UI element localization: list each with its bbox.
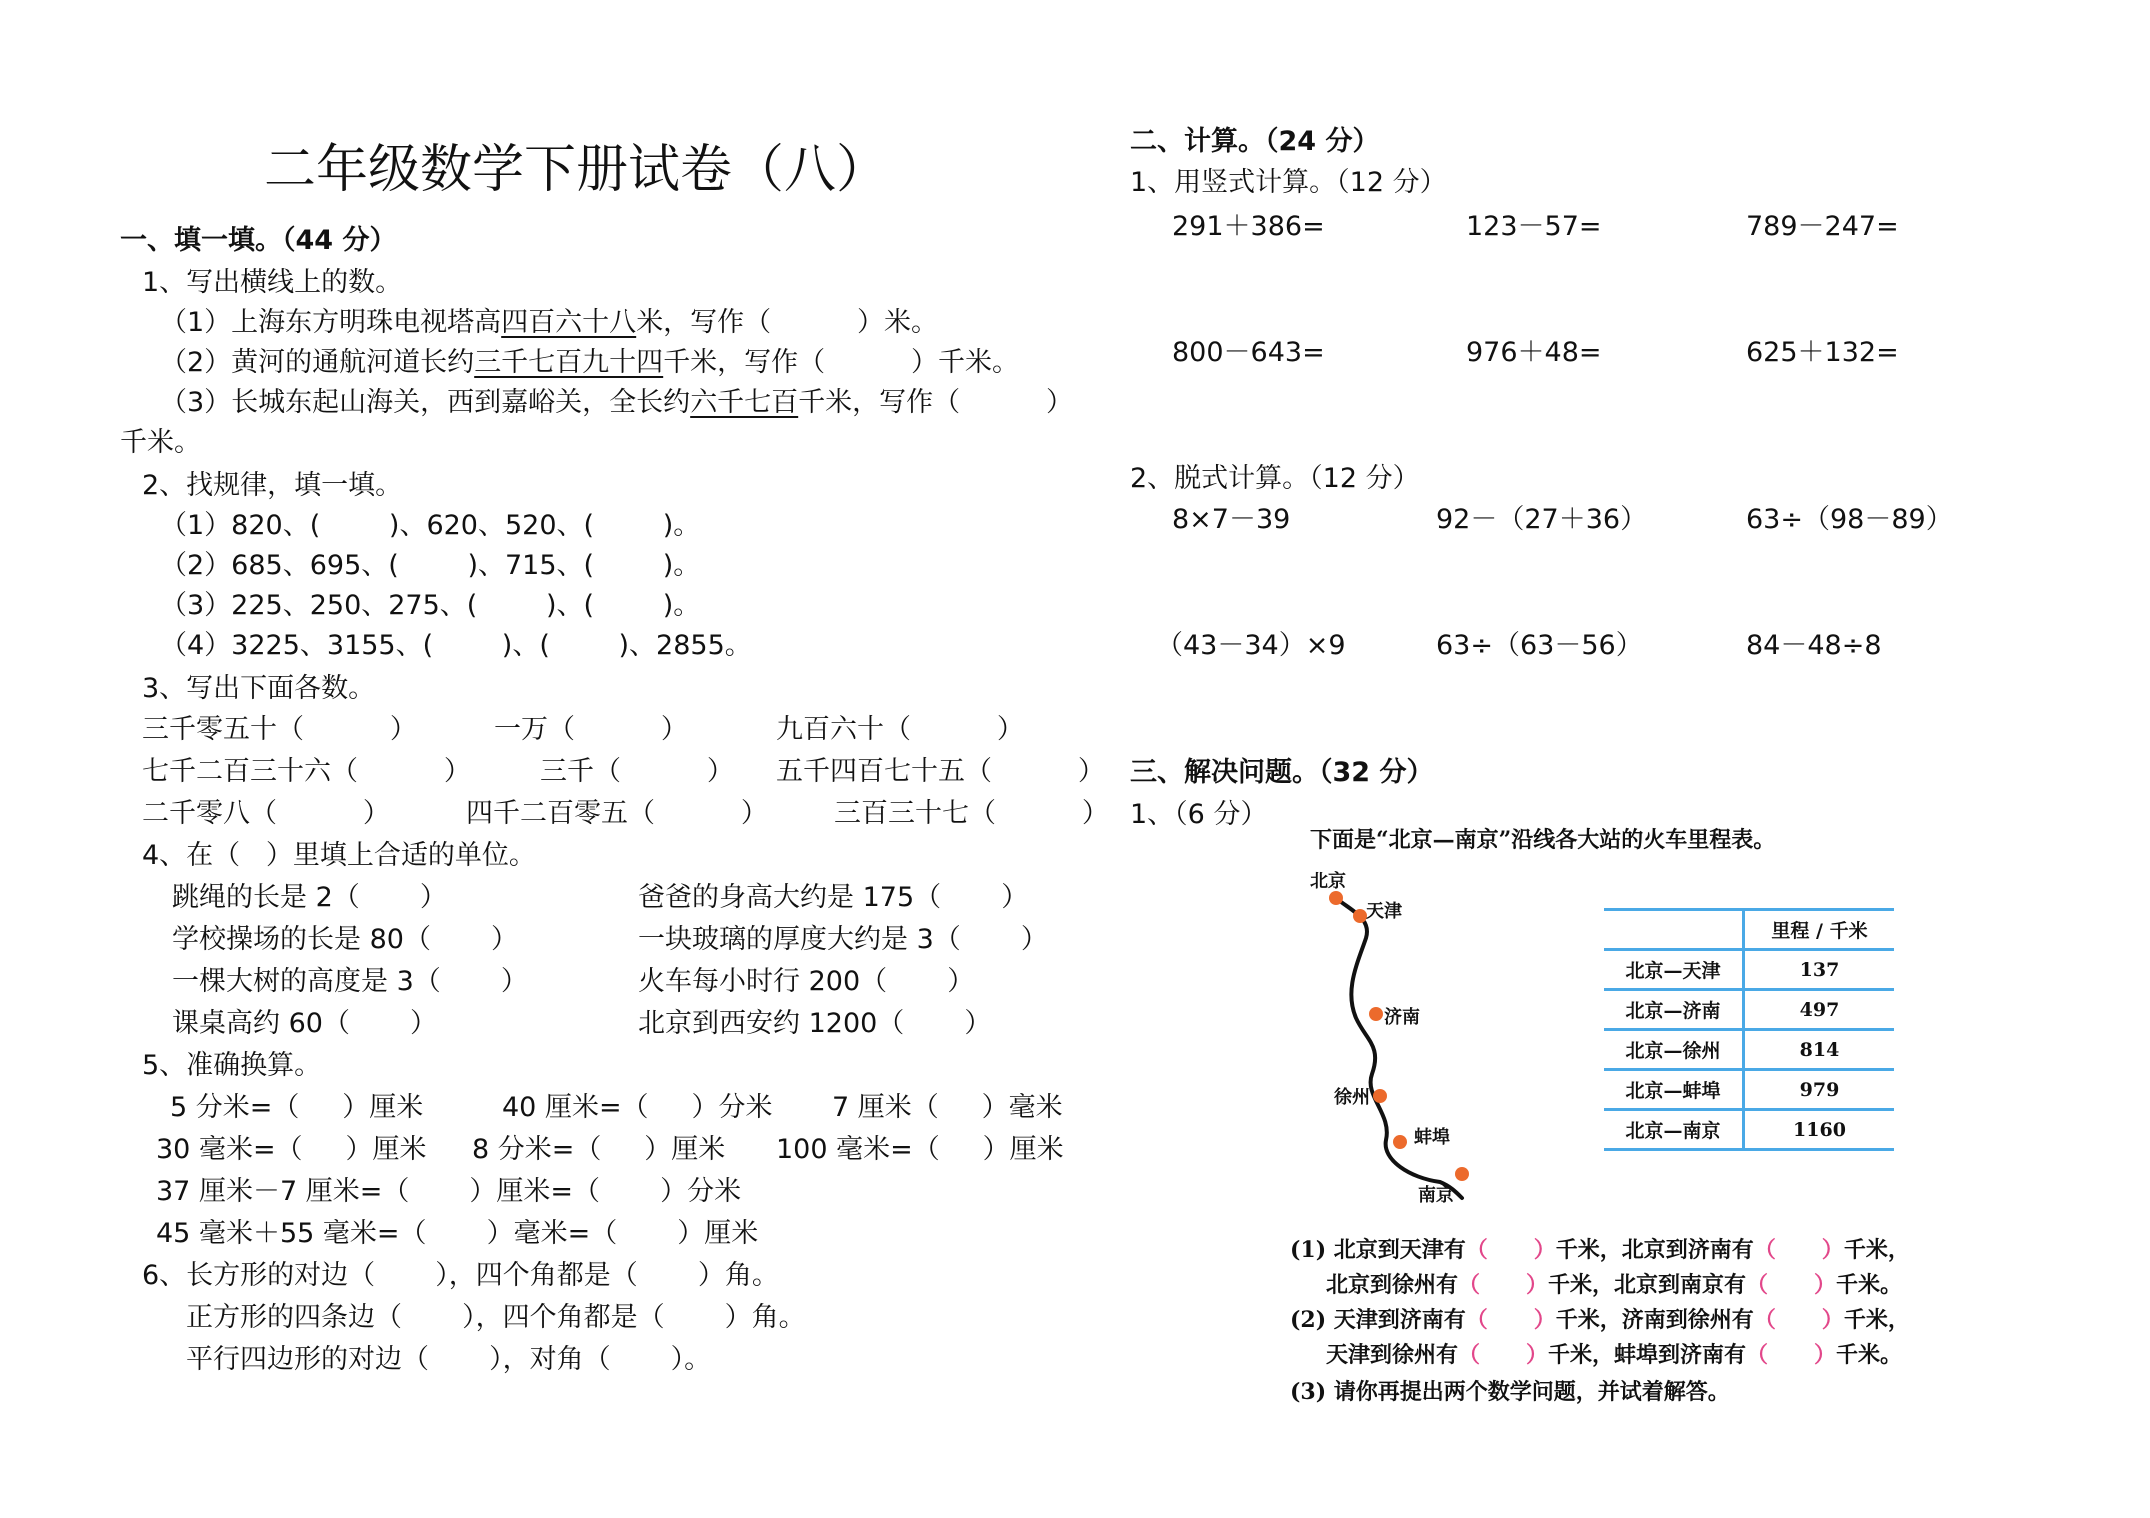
q3-r3-c3: 三百三十七（ ）	[834, 798, 1109, 829]
station-label-xuzhou: 徐州	[1334, 1087, 1370, 1108]
q6-l1: 6、长方形的对边（ ），四个角都是（ ）角。	[142, 1260, 779, 1291]
km-cell: 814	[1744, 1030, 1895, 1070]
table-row	[1604, 1110, 1894, 1150]
table-row	[1604, 1070, 1894, 1110]
station-label-jinan: 济南	[1384, 1007, 1420, 1028]
calc-1-r2-c2: 976＋48=	[1466, 337, 1602, 368]
calc-2-r1-c3: 63÷（98－89）	[1746, 504, 1953, 535]
q2-item-2: （2）685、695、( )、715、( )。	[160, 550, 701, 581]
q5-l2-c1: 30 毫米=（ ）厘米	[156, 1134, 427, 1165]
calc-1-r1-c1: 291＋386=	[1172, 211, 1325, 242]
station-dot-jinan	[1369, 1007, 1383, 1021]
station-label-nanjing: 南京	[1418, 1185, 1454, 1206]
q5-stem: 5、准确换算。	[142, 1050, 322, 1081]
route-cell: 北京—徐州	[1604, 1030, 1744, 1070]
q2-item-1: （1）820、( )、620、520、( )。	[160, 510, 701, 541]
station-dot-bengbu	[1393, 1135, 1407, 1149]
q2-item-4: （4）3225、3155、( )、( )、2855。	[160, 630, 752, 661]
calc-2-stem: 2、脱式计算。（12 分）	[1130, 463, 1420, 494]
calc-1-r1-c2: 123－57=	[1466, 211, 1602, 242]
q5-l3: 37 厘米－7 厘米=（ ）厘米=（ ）分米	[156, 1176, 742, 1207]
q4-stem: 4、在（ ）里填上合适的单位。	[142, 840, 536, 871]
q3-r1-c3: 九百六十（ ）	[776, 714, 1024, 745]
q4-left-3: 一棵大树的高度是 3（ ）	[172, 966, 528, 997]
calc-2-r2-c2: 63÷（63－56）	[1436, 630, 1643, 661]
problem-1-part-2b: 天津到徐州有（ ）千米，蚌埠到济南有（ ）千米。	[1326, 1342, 1903, 1368]
table-row	[1604, 950, 1894, 990]
q5-l1-c1: 5 分米=（ ）厘米	[170, 1092, 424, 1123]
calc-2-r2-c1: （43－34）×9	[1156, 630, 1346, 661]
calc-2-r2-c3: 84－48÷8	[1746, 630, 1882, 661]
calc-2-r1-c1: 8×7－39	[1172, 504, 1291, 535]
calc-2-r1-c2: 92－（27＋36）	[1436, 504, 1648, 535]
calc-1-r2-c3: 625＋132=	[1746, 337, 1899, 368]
table-header-mileage: 里程 / 千米	[1744, 910, 1895, 950]
section-3-heading: 三、解决问题。（32 分）	[1130, 757, 1434, 788]
station-dot-tianjin	[1353, 909, 1367, 923]
problem-1-part-3: (3) 请你再提出两个数学问题，并试着解答。	[1290, 1379, 1730, 1405]
q5-l2-c2: 8 分米=（ ）厘米	[472, 1134, 726, 1165]
km-cell: 1160	[1744, 1110, 1895, 1150]
route-cell: 北京—天津	[1604, 950, 1744, 990]
problem-1-part-1a: (1) 北京到天津有（ ）千米，北京到济南有（ ）千米，	[1290, 1237, 1910, 1263]
q6-l2: 正方形的四条边（ ），四个角都是（ ）角。	[186, 1302, 806, 1333]
calc-1-r1-c3: 789－247=	[1746, 211, 1899, 242]
q5-l4: 45 毫米＋55 毫米=（ ）毫米=（ ）厘米	[156, 1218, 759, 1249]
q4-left-2: 学校操场的长是 80（ ）	[172, 924, 519, 955]
q5-l1-c3: 7 厘米（ ）毫米	[832, 1092, 1063, 1123]
table-header-row	[1604, 910, 1894, 950]
q5-l2-c3: 100 毫米=（ ）厘米	[776, 1134, 1064, 1165]
calc-1-stem: 1、用竖式计算。（12 分）	[1130, 167, 1447, 198]
q4-left-4: 课桌高约 60（ ）	[172, 1008, 438, 1039]
q3-r1-c1: 三千零五十（ ）	[142, 714, 417, 745]
q4-right-1: 爸爸的身高大约是 175（ ）	[638, 882, 1029, 913]
q1-stem: 1、写出横线上的数。	[142, 267, 403, 298]
q1-item-3-cont: 千米。	[120, 427, 201, 458]
problem-1-part-1b: 北京到徐州有（ ）千米，北京到南京有（ ）千米。	[1326, 1272, 1903, 1298]
q4-right-4: 北京到西安约 1200（ ）	[638, 1008, 992, 1039]
railway-caption: 下面是“北京—南京”沿线各大站的火车里程表。	[1310, 827, 1776, 853]
q4-left-1: 跳绳的长是 2（ ）	[172, 882, 447, 913]
page-title: 二年级数学下册试卷（八）	[264, 140, 889, 200]
km-cell: 497	[1744, 990, 1895, 1030]
q3-r3-c1: 二千零八（ ）	[142, 798, 390, 829]
problem-1-label: 1、（6 分）	[1130, 799, 1268, 830]
station-dot-xuzhou	[1373, 1089, 1387, 1103]
q2-stem: 2、找规律，填一填。	[142, 470, 403, 501]
q2-item-3: （3）225、250、275、( )、( )。	[160, 590, 701, 621]
station-label-beijing: 北京	[1310, 871, 1346, 892]
station-label-bengbu: 蚌埠	[1414, 1127, 1450, 1148]
station-dot-nanjing	[1455, 1167, 1469, 1181]
km-cell: 137	[1744, 950, 1895, 990]
q3-r3-c2: 四千二百零五（ ）	[466, 798, 768, 829]
section-2-heading: 二、计算。（24 分）	[1130, 126, 1380, 157]
q4-right-3: 火车每小时行 200（ ）	[638, 966, 975, 997]
q5-l1-c2: 40 厘米=（ ）分米	[502, 1092, 773, 1123]
q1-item-3: （3）长城东起山海关，西到嘉峪关，全长约六千七百千米，写作（ ）	[160, 387, 1074, 418]
q3-r2-c2: 三千（ ）	[540, 756, 734, 787]
q3-r2-c1: 七千二百三十六（ ）	[142, 756, 471, 787]
problem-1-part-2a: (2) 天津到济南有（ ）千米，济南到徐州有（ ）千米，	[1290, 1307, 1910, 1333]
station-label-tianjin: 天津	[1366, 901, 1402, 922]
q3-r1-c2: 一万（ ）	[494, 714, 688, 745]
table-header-route	[1604, 910, 1744, 950]
table-row	[1604, 1030, 1894, 1070]
route-cell: 北京—济南	[1604, 990, 1744, 1030]
calc-1-r2-c1: 800－643=	[1172, 337, 1325, 368]
km-cell: 979	[1744, 1070, 1895, 1110]
route-cell: 北京—蚌埠	[1604, 1070, 1744, 1110]
table-row	[1604, 990, 1894, 1030]
q6-l3: 平行四边形的对边（ ），对角（ ）。	[186, 1344, 712, 1375]
q3-r2-c3: 五千四百七十五（ ）	[776, 756, 1105, 787]
route-cell: 北京—南京	[1604, 1110, 1744, 1150]
section-1-heading: 一、填一填。（44 分）	[120, 225, 397, 256]
q1-item-2: （2）黄河的通航河道长约三千七百九十四千米，写作（ ）千米。	[160, 347, 1020, 378]
q3-stem: 3、写出下面各数。	[142, 673, 376, 704]
railway-line	[1336, 898, 1462, 1198]
mileage-table	[1604, 908, 1894, 1151]
q1-item-1: （1）上海东方明珠电视塔高四百六十八米，写作（ ）米。	[160, 307, 939, 338]
q4-right-2: 一块玻璃的厚度大约是 3（ ）	[638, 924, 1048, 955]
